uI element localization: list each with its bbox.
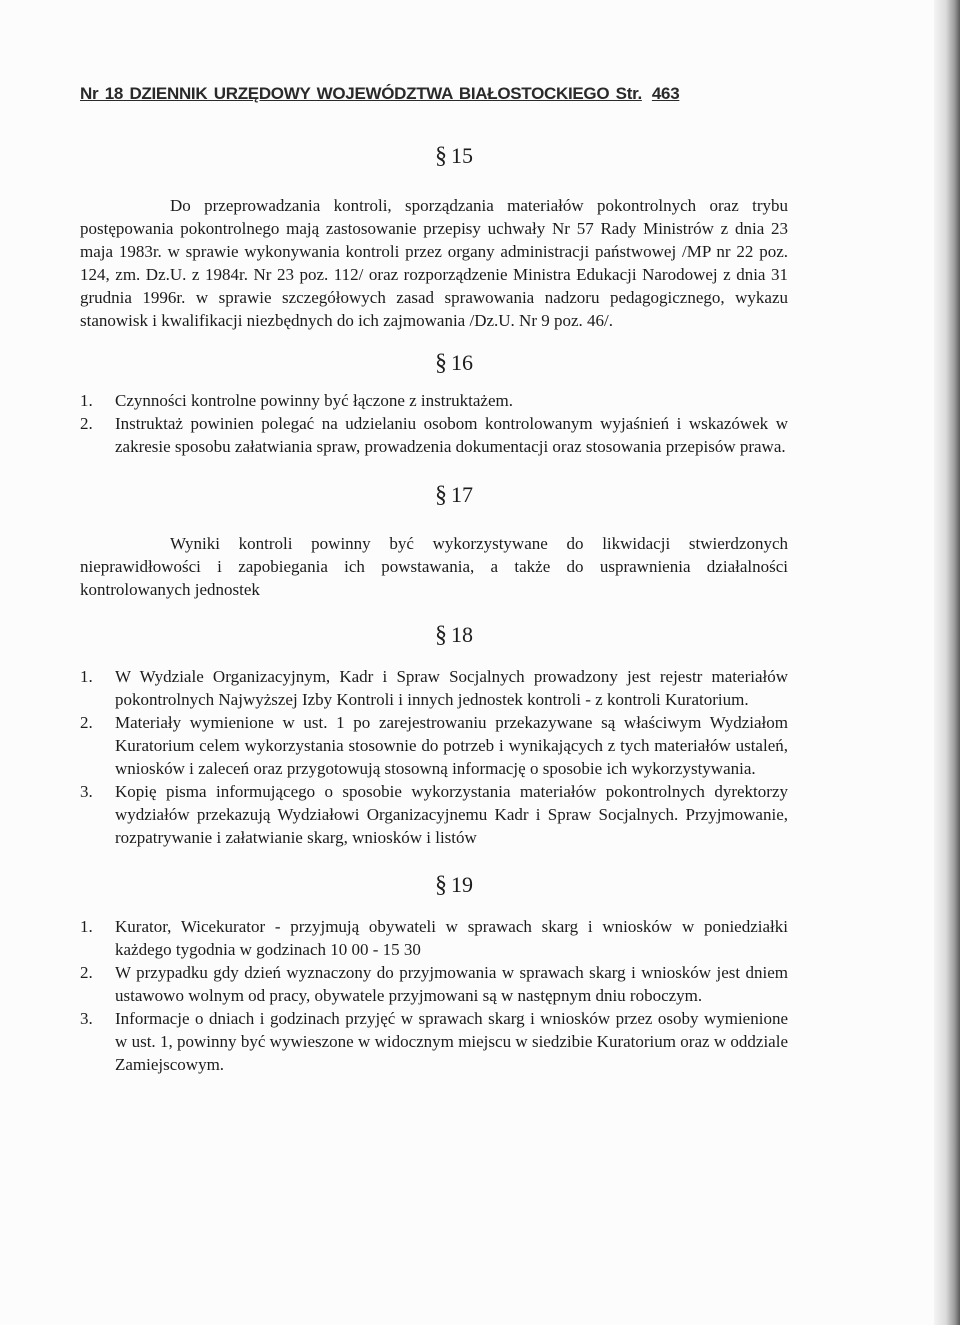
- section-number: 15: [451, 143, 473, 168]
- item-text: Czynności kontrolne powinny być łączone z instruktażem.: [115, 391, 513, 410]
- item-number: 1.: [80, 667, 93, 686]
- item-text: Informacje o dniach i godzinach przyjęć w sprawach skarg i wniosków przez osoby wymienione w ust. 1, powinny być wywieszone w widocznym miejscu w siedzibie Kuratorium oraz w oddziale Zamiejscowym.: [115, 1009, 788, 1074]
- list-item: [80, 389, 788, 412]
- item-number: 2.: [80, 963, 93, 982]
- section-number: 18: [451, 622, 473, 647]
- section-17-paragraph: Wyniki kontroli powinny być wykorzystywane do likwidacji stwierdzonych nieprawidłowości i zapobiegania ich powstawania, a także do usprawnienia działalności kontrolowanych jednostek: [80, 534, 788, 599]
- section-15-paragraph: Do przeprowadzania kontroli, sporządzania materiałów pokontrolnych oraz trybu postępowania pokontrolnego mają zastosowanie przepisy uchwały Nr 57 Rady Ministrów z dnia 23 maja 1983r. w sprawie wykonywania kontroli przez organy administracji państwowej /MP nr 22 poz. 124, zm. Dz.U. z 1984r. Nr 23 poz. 112/ oraz rozporządzenie Ministra Edukacji Narodowej z dnia 31 grudnia 1996r. w sprawie szczegółowych zasad sprawowania nadzoru pedagogicznego, wykazu stanowisk i kwalifikacji niezbędnych do ich zajmowania /Dz.U. Nr 9 poz. 46/.: [80, 196, 788, 330]
- list-item: [80, 780, 788, 849]
- section-18-list: [80, 665, 788, 849]
- section-number: 16: [451, 350, 473, 375]
- document-page: [80, 82, 788, 1076]
- list-item: [80, 915, 788, 961]
- section-16-list: [80, 389, 788, 458]
- book-spine-shadow: [934, 0, 960, 1325]
- item-text: Kurator, Wicekurator - przyjmują obywateli w sprawach skarg i wniosków w poniedziałki każdego tygodnia w godzinach 10 00 - 15 30: [115, 917, 788, 959]
- list-item: [80, 1007, 788, 1076]
- section-heading-15: [120, 142, 788, 170]
- section-sign: §: [435, 143, 447, 169]
- list-item: [80, 665, 788, 711]
- section-number: 19: [451, 872, 473, 897]
- item-number: 3.: [80, 1009, 93, 1028]
- section-heading-17: [120, 481, 788, 509]
- item-number: 3.: [80, 782, 93, 801]
- item-text: Kopię pisma informującego o sposobie wykorzystania materiałów pokontrolnych dyrektorzy wydziałów przekazują Wydziałowi Organizacyjnemu Kadr i Spraw Socjalnych. Przyjmowanie, rozpatrywanie i załatwianie skarg, wniosków i listów: [115, 782, 788, 847]
- section-19-list: [80, 915, 788, 1076]
- section-sign: §: [435, 482, 447, 508]
- item-number: 2.: [80, 713, 93, 732]
- item-number: 1.: [80, 391, 93, 410]
- section-heading-16: [120, 349, 788, 377]
- item-text: Materiały wymienione w ust. 1 po zarejestrowaniu przekazywane są właściwym Wydziałom Kuratorium celem wykorzystania stosownie do potrzeb i wynikających z tych materiałów ustaleń, wniosków i zaleceń oraz przygotowują stosowną informację o sposobie ich wykorzystywania.: [115, 713, 788, 778]
- section-sign: §: [435, 622, 447, 648]
- item-text: Instruktaż powinien polegać na udzielaniu osobom kontrolowanym wyjaśnień i wskazówek w zakresie sposobu załatwiania spraw, prowadzenia dokumentacji oraz stosowania przepisów prawa.: [115, 414, 788, 456]
- section-number: 17: [451, 482, 473, 507]
- item-number: 1.: [80, 917, 93, 936]
- list-item: [80, 412, 788, 458]
- journal-title: Nr 18 DZIENNIK URZĘDOWY WOJEWÓDZTWA BIAŁOSTOCKIEGO Str.: [80, 84, 642, 103]
- running-head: [80, 82, 788, 105]
- item-text: W Wydziale Organizacyjnym, Kadr i Spraw Socjalnych prowadzony jest rejestr materiałów pokontrolnych Najwyższej Izby Kontroli i innych jednostek kontroli - z kontroli Kuratorium.: [115, 667, 788, 709]
- section-sign: §: [435, 872, 447, 898]
- list-item: [80, 961, 788, 1007]
- item-text: W przypadku gdy dzień wyznaczony do przyjmowania w sprawach skarg i wniosków jest dniem ustawowo wolnym od pracy, obywatele przyjmowani są w następnym dniu roboczym.: [115, 963, 788, 1005]
- section-sign: §: [435, 350, 447, 376]
- section-heading-19: [120, 871, 788, 899]
- list-item: [80, 711, 788, 780]
- section-heading-18: [120, 621, 788, 649]
- item-number: 2.: [80, 414, 93, 433]
- page-number: 463: [651, 84, 680, 103]
